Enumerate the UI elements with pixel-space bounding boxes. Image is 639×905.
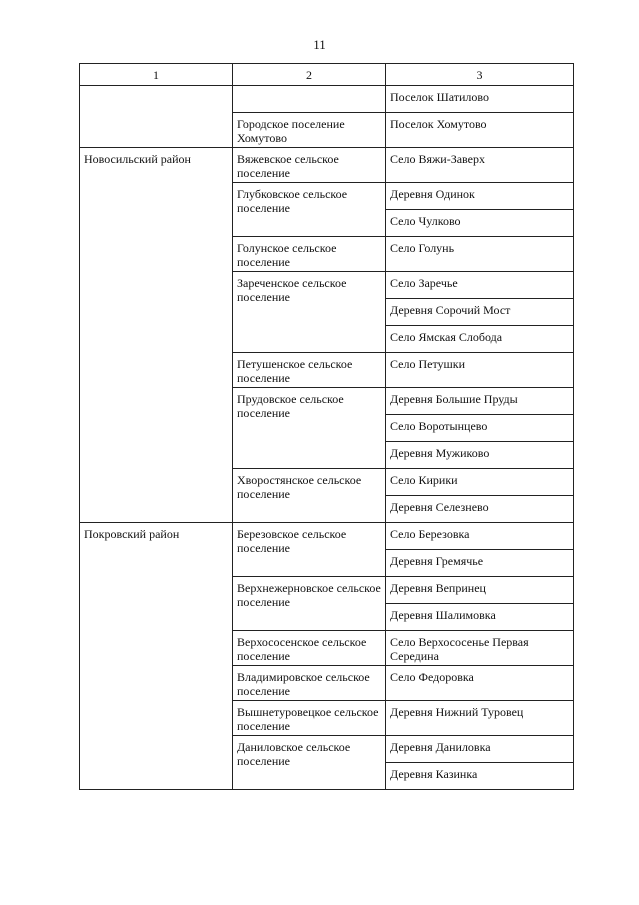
settlement-cell: Голунское сельское поселение xyxy=(233,237,386,272)
table-body xyxy=(80,86,574,790)
locality-cell: Село Ямская Слобода xyxy=(386,326,574,353)
locality-cell: Деревня Даниловка xyxy=(386,736,574,763)
locality-cell: Поселок Шатилово xyxy=(386,86,574,113)
settlement-cell: Березовское сельское поселение xyxy=(233,523,386,577)
locality-cell: Деревня Нижний Туровец xyxy=(386,701,574,736)
locality-cell: Село Петушки xyxy=(386,353,574,388)
locality-cell: Деревня Сорочий Мост xyxy=(386,299,574,326)
locality-cell: Село Федоровка xyxy=(386,666,574,701)
settlement-cell: Верхососенское сельское поселение xyxy=(233,631,386,666)
settlement-cell: Зареченское сельское поселение xyxy=(233,272,386,353)
locality-cell: Село Верхососенье Первая Середина xyxy=(386,631,574,666)
page-number: 11 xyxy=(313,37,326,52)
settlement-cell: Владимировское сельское поселение xyxy=(233,666,386,701)
settlements-table xyxy=(79,63,574,790)
locality-cell: Деревня Казинка xyxy=(386,763,574,790)
table-row xyxy=(80,148,574,183)
locality-cell: Село Березовка xyxy=(386,523,574,550)
column-header-2: 2 xyxy=(233,64,386,86)
settlement-cell: Хворостянское сельское поселение xyxy=(233,469,386,523)
locality-cell: Деревня Селезнево xyxy=(386,496,574,523)
table-row xyxy=(80,86,574,113)
settlement-cell: Верхнежерновское сельское поселение xyxy=(233,577,386,631)
column-header-1: 1 xyxy=(80,64,233,86)
settlement-cell: Глубковское сельское поселение xyxy=(233,183,386,237)
settlement-cell: Вышнетуровецкое сельское поселение xyxy=(233,701,386,736)
column-header-3: 3 xyxy=(386,64,574,86)
locality-cell: Деревня Мужиково xyxy=(386,442,574,469)
locality-cell: Деревня Вепринец xyxy=(386,577,574,604)
district-cell: Покровский район xyxy=(80,523,233,790)
locality-cell: Село Кирики xyxy=(386,469,574,496)
locality-cell: Поселок Хомутово xyxy=(386,113,574,148)
settlement-cell: Даниловское сельское поселение xyxy=(233,736,386,790)
header-row xyxy=(80,64,574,86)
settlement-cell: Вяжевское сельское поселение xyxy=(233,148,386,183)
locality-cell: Деревня Гремячье xyxy=(386,550,574,577)
locality-cell: Село Заречье xyxy=(386,272,574,299)
locality-cell: Деревня Большие Пруды xyxy=(386,388,574,415)
district-cell xyxy=(80,86,233,148)
locality-cell: Село Голунь xyxy=(386,237,574,272)
settlement-cell: Петушенское сельское поселение xyxy=(233,353,386,388)
locality-cell: Село Вяжи-Заверх xyxy=(386,148,574,183)
table-row xyxy=(80,523,574,550)
district-cell: Новосильский район xyxy=(80,148,233,523)
settlement-cell: Прудовское сельское поселение xyxy=(233,388,386,469)
locality-cell: Деревня Шалимовка xyxy=(386,604,574,631)
locality-cell: Село Воротынцево xyxy=(386,415,574,442)
locality-cell: Село Чулково xyxy=(386,210,574,237)
locality-cell: Деревня Одинок xyxy=(386,183,574,210)
settlement-cell xyxy=(233,86,386,113)
settlement-cell: Городское поселение Хомутово xyxy=(233,113,386,148)
